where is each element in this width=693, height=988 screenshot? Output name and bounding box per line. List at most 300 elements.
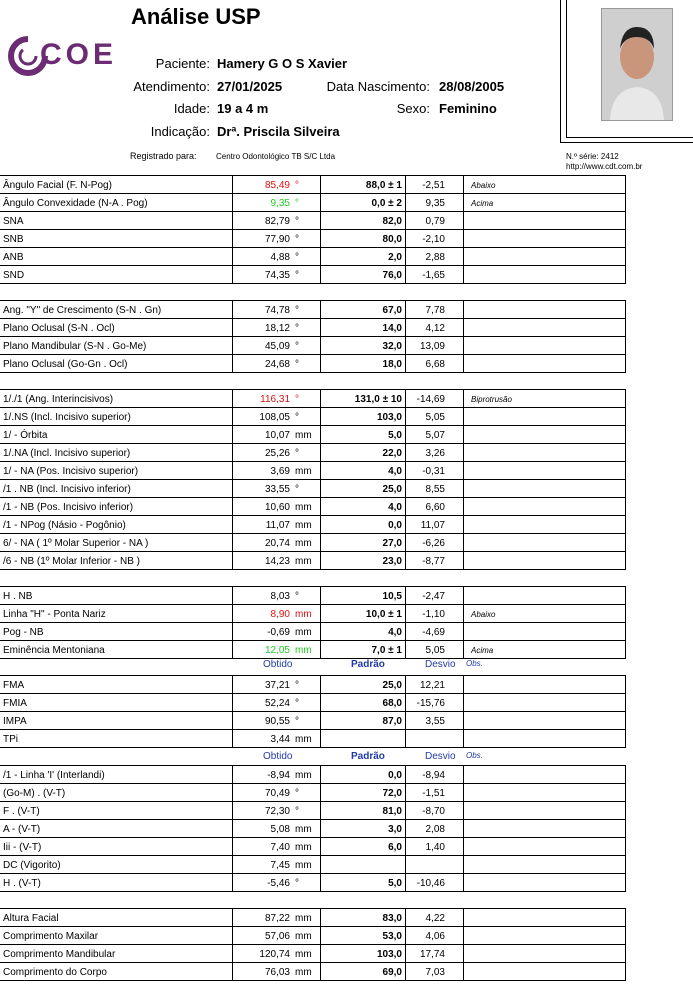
measured-value: 12,05 <box>264 645 290 656</box>
standard-value: 83,0 <box>382 913 402 924</box>
deviation-value: -14,69 <box>416 394 445 405</box>
grid-line <box>405 586 406 658</box>
frame-line <box>560 142 693 143</box>
standard-value: 14,0 <box>382 323 402 334</box>
measured-value: 85,49 <box>264 180 290 191</box>
grid-line <box>0 837 626 838</box>
deviation-value: -2,10 <box>422 234 445 245</box>
table-row <box>0 479 626 497</box>
standard-value <box>322 729 402 747</box>
grid-line <box>0 908 626 909</box>
subheader-padrao: Padrão <box>351 751 385 762</box>
grid-line <box>0 604 626 605</box>
measured-value: 8,03 <box>270 591 290 602</box>
measured-value: 25,26 <box>264 448 290 459</box>
measure-name: A - (V-T) <box>3 824 41 835</box>
measured-value: 10,60 <box>264 502 290 513</box>
deviation-value: 6,60 <box>425 502 445 513</box>
paciente-label: Paciente: <box>155 56 210 71</box>
measure-name: Comprimento Mandibular <box>3 949 116 960</box>
measured-value: 33,55 <box>264 484 290 495</box>
deviation-value: 5,05 <box>425 645 445 656</box>
unit-label: mm <box>295 520 312 531</box>
measured-value: 9,35 <box>270 198 290 209</box>
deviation-value: 4,06 <box>425 931 445 942</box>
measured-value: 20,74 <box>264 538 290 549</box>
deviation-value: 3,55 <box>425 716 445 727</box>
unit-label: ° <box>295 788 299 799</box>
standard-value: 4,0 <box>388 627 402 638</box>
deviation-value: 7,03 <box>425 967 445 978</box>
grid-line <box>232 908 233 980</box>
table-row <box>0 908 626 926</box>
grid-line <box>463 675 464 747</box>
observation: Abaixo <box>471 610 496 619</box>
grid-line <box>405 765 406 891</box>
measured-value: 45,09 <box>264 341 290 352</box>
grid-line <box>0 354 626 355</box>
measured-value: 4,88 <box>270 252 290 263</box>
grid-line <box>0 819 626 820</box>
standard-value: 6,0 <box>388 842 402 853</box>
table-row <box>0 497 626 515</box>
unit-label: mm <box>295 967 312 978</box>
unit-label: mm <box>295 842 312 853</box>
grid-line <box>463 175 464 283</box>
grid-line <box>232 300 233 372</box>
grid-line <box>625 765 626 892</box>
measure-name: FMA <box>3 680 25 691</box>
measured-value: 72,30 <box>264 806 290 817</box>
unit-label: ° <box>295 698 299 709</box>
measured-value: 10,07 <box>264 430 290 441</box>
measured-value: 24,68 <box>264 359 290 370</box>
table-row <box>0 229 626 247</box>
grid-line <box>463 765 464 891</box>
measure-name: H . NB <box>3 591 33 602</box>
grid-line <box>405 675 406 747</box>
unit-label: ° <box>295 806 299 817</box>
measured-value: -0,69 <box>267 627 290 638</box>
grid-line <box>320 908 321 980</box>
grid-line <box>0 873 626 874</box>
grid-line <box>0 783 626 784</box>
grid-line <box>0 801 626 802</box>
grid-line <box>232 675 233 747</box>
subheader-obtido: Obtido <box>263 751 293 762</box>
table-row <box>0 640 626 658</box>
unit-label: ° <box>295 216 299 227</box>
measured-value: 120,74 <box>259 949 290 960</box>
grid-line <box>0 926 626 927</box>
standard-value: 53,0 <box>382 931 402 942</box>
frame-line <box>566 137 693 138</box>
grid-line <box>0 944 626 945</box>
grid-line <box>320 300 321 372</box>
measure-name: 1/ - NA (Pos. Incisivo superior) <box>3 466 139 477</box>
grid-line <box>0 658 626 659</box>
measured-value: 18,12 <box>264 323 290 334</box>
deviation-value: 7,78 <box>425 305 445 316</box>
standard-value: 0,0 <box>388 770 402 781</box>
subheader-obtido: Obtido <box>263 659 293 670</box>
unit-label: mm <box>295 824 312 835</box>
standard-value: 32,0 <box>382 341 402 352</box>
grid-line <box>0 855 626 856</box>
measure-name: Ângulo Facial (F. N-Pog) <box>3 180 112 191</box>
grid-line <box>625 675 626 748</box>
grid-line <box>0 729 626 730</box>
deviation-value: -4,69 <box>422 627 445 638</box>
measure-name: Comprimento Maxilar <box>3 931 99 942</box>
measured-value: 3,44 <box>270 734 290 745</box>
grid-line <box>0 765 626 766</box>
unit-label: ° <box>295 591 299 602</box>
observation: Acima <box>471 646 494 655</box>
measure-name: Altura Facial <box>3 913 59 924</box>
measure-name: 1/.NA (Incl. Incisivo superior) <box>3 448 131 459</box>
grid-line <box>0 443 626 444</box>
measure-name: SNA <box>3 216 24 227</box>
grid-line <box>0 211 626 212</box>
deviation-value: -15,76 <box>416 698 445 709</box>
deviation-value: -8,77 <box>422 556 445 567</box>
unit-label: mm <box>295 466 312 477</box>
grid-line <box>0 533 626 534</box>
indicacao-value: Drª. Priscila Silveira <box>217 124 340 139</box>
unit-label: ° <box>295 198 299 209</box>
idade-value: 19 a 4 m <box>217 101 269 116</box>
standard-value: 5,0 <box>388 430 402 441</box>
unit-label: mm <box>295 627 312 638</box>
atendimento-value: 27/01/2025 <box>217 79 283 94</box>
measured-value: -8,94 <box>267 770 290 781</box>
deviation-value: -6,26 <box>422 538 445 549</box>
measure-name: F . (V-T) <box>3 806 40 817</box>
unit-label: mm <box>295 770 312 781</box>
table-row <box>0 765 626 783</box>
grid-line <box>320 765 321 891</box>
standard-value: 87,0 <box>382 716 402 727</box>
idade-label: Idade: <box>173 101 210 116</box>
measured-value: 116,31 <box>260 394 290 405</box>
grid-line <box>625 175 626 284</box>
table-row <box>0 622 626 640</box>
measured-value: 70,49 <box>264 788 290 799</box>
table-row <box>0 711 626 729</box>
unit-label: ° <box>295 680 299 691</box>
serie-number: N.º série: 2412 <box>566 152 619 161</box>
measure-name: 1/./1 (Ang. Interincisivos) <box>3 394 114 405</box>
measure-name: H . (V-T) <box>3 878 41 889</box>
measure-name: IMPA <box>3 716 27 727</box>
grid-line <box>0 747 626 748</box>
subheader-desvio: Desvio <box>425 751 456 762</box>
standard-value: 4,0 <box>388 502 402 513</box>
table-row <box>0 837 626 855</box>
unit-label: mm <box>295 609 312 620</box>
measure-name: Eminência Mentoniana <box>3 645 105 656</box>
measured-value: -5,46 <box>267 878 290 889</box>
deviation-value: -1,65 <box>422 270 445 281</box>
unit-label: ° <box>295 305 299 316</box>
nascimento-value: 28/08/2005 <box>439 79 505 94</box>
website: http://www.cdt.com.br <box>566 162 643 171</box>
table-row <box>0 247 626 265</box>
sexo-label: Sexo: <box>396 101 430 116</box>
grid-line <box>0 372 626 373</box>
grid-line <box>232 389 233 569</box>
observation: Abaixo <box>471 181 496 190</box>
measured-value: 52,24 <box>264 698 290 709</box>
atendimento-label: Atendimento: <box>133 79 210 94</box>
table-row <box>0 354 626 372</box>
grid-line <box>0 551 626 552</box>
measure-name: 6/ - NA ( 1º Molar Superior - NA ) <box>3 538 149 549</box>
table-row <box>0 175 626 193</box>
table-row <box>0 318 626 336</box>
frame-line <box>560 0 561 142</box>
grid-line <box>0 193 626 194</box>
measure-name: Plano Oclusal (S-N . Ocl) <box>3 323 115 334</box>
grid-line <box>0 479 626 480</box>
measured-value: 76,03 <box>264 967 290 978</box>
measured-value: 74,78 <box>264 305 290 316</box>
standard-value: 4,0 <box>388 466 402 477</box>
registrado-value: Centro Odontológico TB S/C Ltda <box>216 152 336 161</box>
unit-label: ° <box>295 180 299 191</box>
grid-line <box>0 300 626 301</box>
measure-name: Plano Mandibular (S-N . Go-Me) <box>3 341 147 352</box>
frame-line <box>566 0 567 137</box>
grid-line <box>625 586 626 659</box>
grid-line <box>232 175 233 283</box>
measure-name: Iii - (V-T) <box>3 842 42 853</box>
grid-line <box>0 675 626 676</box>
table-row <box>0 926 626 944</box>
unit-label: mm <box>295 502 312 513</box>
measured-value: 77,90 <box>264 234 290 245</box>
grid-line <box>232 765 233 891</box>
standard-value: 7,0 ± 1 <box>371 645 402 656</box>
grid-line <box>0 247 626 248</box>
standard-value: 67,0 <box>382 305 402 316</box>
table-row <box>0 551 626 569</box>
unit-label: ° <box>295 323 299 334</box>
measured-value: 87,22 <box>264 913 290 924</box>
grid-line <box>0 336 626 337</box>
standard-value: 10,0 ± 1 <box>365 609 402 620</box>
unit-label: ° <box>295 394 299 405</box>
person-icon <box>602 9 672 120</box>
measure-name: Comprimento do Corpo <box>3 967 107 978</box>
unit-label: ° <box>295 878 299 889</box>
measured-value: 90,55 <box>264 716 290 727</box>
unit-label: mm <box>295 860 312 871</box>
standard-value: 3,0 <box>388 824 402 835</box>
table-row <box>0 962 626 980</box>
standard-value: 5,0 <box>388 878 402 889</box>
standard-value: 76,0 <box>382 270 402 281</box>
standard-value: 69,0 <box>382 967 402 978</box>
table-row <box>0 801 626 819</box>
table-row <box>0 389 626 407</box>
grid-line <box>232 586 233 658</box>
observation: Acima <box>471 199 494 208</box>
standard-value: 81,0 <box>382 806 402 817</box>
standard-value: 25,0 <box>382 484 402 495</box>
measure-name: FMIA <box>3 698 27 709</box>
standard-value: 18,0 <box>382 359 402 370</box>
grid-line <box>405 175 406 283</box>
deviation-value: 4,12 <box>425 323 445 334</box>
deviation-value: -1,10 <box>422 609 445 620</box>
measured-value: 108,05 <box>259 412 290 423</box>
grid-line <box>0 229 626 230</box>
deviation-value: 0,79 <box>425 216 445 227</box>
standard-value: 82,0 <box>382 216 402 227</box>
table-row <box>0 425 626 443</box>
standard-value: 0,0 ± 2 <box>371 198 402 209</box>
unit-label: mm <box>295 645 312 656</box>
measure-name: /1 . NB (Incl. Incisivo inferior) <box>3 484 131 495</box>
unit-label: mm <box>295 913 312 924</box>
deviation-value: -2,47 <box>422 591 445 602</box>
standard-value: 72,0 <box>382 788 402 799</box>
deviation-value: 2,88 <box>425 252 445 263</box>
measure-name: /6 - NB (1º Molar Inferior - NB ) <box>3 556 141 567</box>
table-row <box>0 300 626 318</box>
deviation-value: -8,94 <box>422 770 445 781</box>
unit-label: ° <box>295 412 299 423</box>
grid-line <box>463 300 464 372</box>
grid-line <box>405 389 406 569</box>
grid-line <box>0 586 626 587</box>
table-row <box>0 729 626 747</box>
standard-value: 25,0 <box>382 680 402 691</box>
deviation-value: 12,21 <box>419 680 445 691</box>
grid-line <box>463 586 464 658</box>
grid-line <box>0 980 626 981</box>
standard-value: 103,0 <box>376 949 402 960</box>
grid-line <box>0 622 626 623</box>
unit-label: ° <box>295 341 299 352</box>
standard-value: 2,0 <box>388 252 402 263</box>
unit-label: ° <box>295 359 299 370</box>
measured-value: 82,79 <box>264 216 290 227</box>
grid-line <box>0 891 626 892</box>
grid-line <box>463 908 464 980</box>
unit-label: ° <box>295 448 299 459</box>
grid-line <box>0 711 626 712</box>
measure-name: Pog - NB <box>3 627 44 638</box>
unit-label: mm <box>295 931 312 942</box>
measured-value: 74,35 <box>264 270 290 281</box>
table-row <box>0 461 626 479</box>
standard-value: 10,5 <box>382 591 402 602</box>
table-row <box>0 586 626 604</box>
table-row <box>0 783 626 801</box>
deviation-value: 4,22 <box>425 913 445 924</box>
deviation-value: 6,68 <box>425 359 445 370</box>
deviation-value: 2,08 <box>425 824 445 835</box>
nascimento-label: Data Nascimento: <box>326 79 430 94</box>
registrado-label: Registrado para: <box>130 151 197 161</box>
deviation-value: 13,09 <box>419 341 445 352</box>
table-row <box>0 193 626 211</box>
standard-value: 131,0 ± 10 <box>354 394 402 405</box>
grid-line <box>320 586 321 658</box>
unit-label: mm <box>295 430 312 441</box>
measured-value: 57,06 <box>264 931 290 942</box>
table-row <box>0 533 626 551</box>
measured-value: 8,90 <box>270 609 290 620</box>
measure-name: /1 - NPog (Násio - Pogônio) <box>3 520 126 531</box>
deviation-value <box>405 855 445 873</box>
indicacao-label: Indicação: <box>150 124 210 139</box>
subheader-desvio: Desvio <box>425 659 456 670</box>
grid-line <box>0 265 626 266</box>
measure-name: /1 - NB (Pos. Incisivo inferior) <box>3 502 134 513</box>
deviation-value: 3,26 <box>425 448 445 459</box>
grid-line <box>625 908 626 981</box>
table-row <box>0 336 626 354</box>
standard-value: 23,0 <box>382 556 402 567</box>
grid-line <box>625 300 626 373</box>
measure-name: (Go-M) . (V-T) <box>3 788 66 799</box>
grid-line <box>320 175 321 283</box>
grid-line <box>0 497 626 498</box>
unit-label: mm <box>295 949 312 960</box>
measure-name: SND <box>3 270 25 281</box>
measured-value: 3,69 <box>270 466 290 477</box>
grid-line <box>320 389 321 569</box>
table-row <box>0 265 626 283</box>
grid-line <box>0 283 626 284</box>
table-row <box>0 604 626 622</box>
deviation-value: -8,70 <box>422 806 445 817</box>
measure-name: Ang. "Y" de Crescimento (S-N . Gn) <box>3 305 162 316</box>
observation: Biprotrusão <box>471 395 512 404</box>
deviation-value: 1,40 <box>425 842 445 853</box>
grid-line <box>405 908 406 980</box>
standard-value: 103,0 <box>376 412 402 423</box>
measured-value: 7,45 <box>270 860 290 871</box>
patient-photo <box>601 8 673 121</box>
deviation-value: 5,05 <box>425 412 445 423</box>
measure-name: DC (Vigorito) <box>3 860 61 871</box>
standard-value: 88,0 ± 1 <box>365 180 402 191</box>
unit-label: mm <box>295 734 312 745</box>
deviation-value: -2,51 <box>422 180 445 191</box>
grid-line <box>405 300 406 372</box>
unit-label: mm <box>295 538 312 549</box>
measured-value: 14,23 <box>264 556 290 567</box>
deviation-value: 8,55 <box>425 484 445 495</box>
standard-value <box>322 855 402 873</box>
measure-name: /1 - Linha 'I' (Interlandi) <box>3 770 105 781</box>
standard-value: 22,0 <box>382 448 402 459</box>
table-row <box>0 675 626 693</box>
table-row <box>0 407 626 425</box>
grid-line <box>0 962 626 963</box>
table-row <box>0 855 626 873</box>
grid-line <box>0 461 626 462</box>
grid-line <box>0 407 626 408</box>
deviation-value: 5,07 <box>425 430 445 441</box>
table-row <box>0 873 626 891</box>
table-row <box>0 443 626 461</box>
